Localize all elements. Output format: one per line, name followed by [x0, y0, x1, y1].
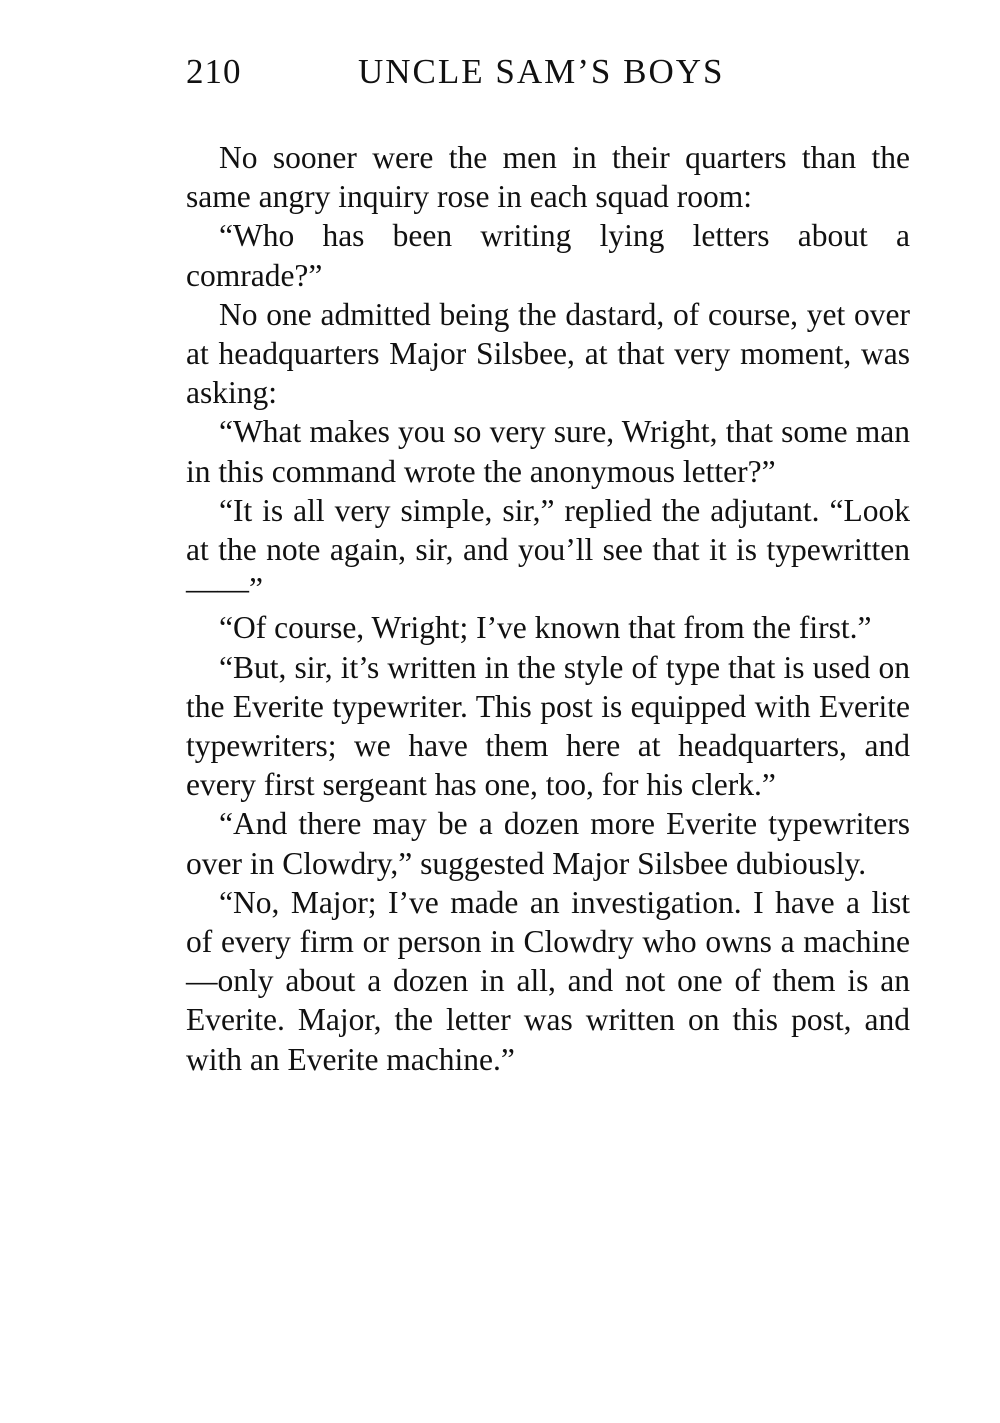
paragraph: “What makes you so very sure, Wright, that some man in this command wrote the anonymous letter?”	[186, 414, 910, 489]
paragraph: “And there may be a dozen more Everite typewriters over in Clowdry,” suggested Major Silsbee dubiously.	[186, 806, 910, 881]
paragraph: “No, Major; I’ve made an investigation. I have a list of every firm or person in Clowdry who owns a machine—only about a dozen in all, and not one of them is an Everite. Major, the letter was written on this post, and with an Everite machine.”	[186, 884, 910, 1077]
body-text	[186, 138, 910, 1079]
paragraph: “It is all very simple, sir,” replied the adjutant. “Look at the note again, sir, and you’ll see that it is typewritten——”	[186, 492, 910, 607]
paragraph: “Of course, Wright; I’ve known that from the first.”	[219, 610, 872, 646]
page-number: 210	[186, 52, 242, 91]
paragraph: No one admitted being the dastard, of course, yet over at headquarters Major Silsbee, at that very moment, was asking:	[186, 296, 910, 411]
paragraph: “But, sir, it’s written in the style of type that is used on the Everite typewriter. This post is equipped with Everite typewriters; we have them here at headquarters, and every first sergeant has one, too, for his clerk.”	[186, 649, 910, 803]
paragraph: No sooner were the men in their quarters than the same angry inquiry rose in each squad room:	[186, 140, 910, 215]
paragraph: “Who has been writing lying letters about a comrade?”	[186, 218, 910, 293]
book-title: UNCLE SAM’S BOYS	[358, 52, 725, 91]
running-head	[186, 52, 746, 102]
